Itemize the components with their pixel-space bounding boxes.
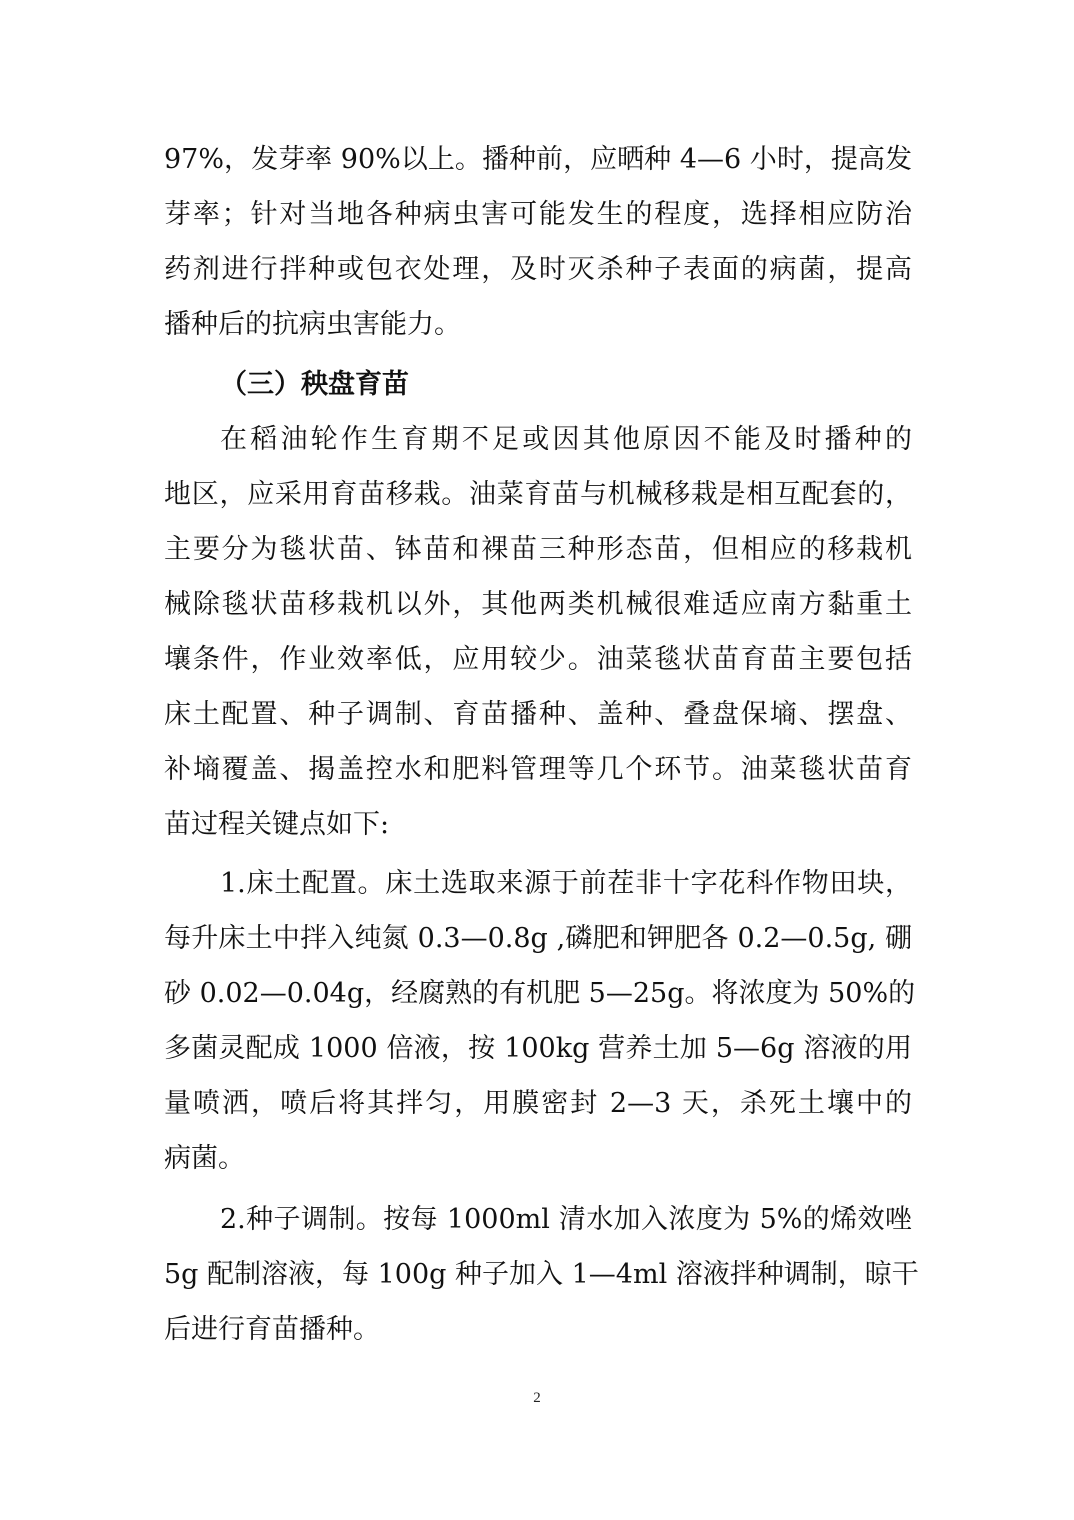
text-line: 2.种子调制。按每 1000ml 清水加入浓度为 5%的烯效唑 (220, 1204, 912, 1235)
text-line: 壤条件，作业效率低，应用较少。油菜毯状苗育苗主要包括 (164, 644, 912, 675)
text-line: 地区，应采用育苗移栽。油菜育苗与机械移栽是相互配套的， (164, 479, 912, 510)
text-line: 量喷洒，喷后将其拌匀，用膜密封 2—3 天，杀死土壤中的 (164, 1088, 912, 1119)
text-line: 每升床土中拌入纯氮 0.3—0.8g ,磷肥和钾肥各 0.2—0.5g, 硼 (164, 923, 912, 954)
text-line: 药剂进行拌种或包衣处理，及时灭杀种子表面的病菌，提高 (164, 254, 912, 285)
text-line: 后进行育苗播种。 (164, 1314, 380, 1345)
text-line: 在稻油轮作生育期不足或因其他原因不能及时播种的 (220, 424, 912, 455)
text-line: 病菌。 (164, 1143, 245, 1174)
text-line: 1.床土配置。床土选取来源于前茬非十字花科作物田块， (220, 868, 912, 899)
text-line: 床土配置、种子调制、育苗播种、盖种、叠盘保墒、摆盘、 (164, 699, 912, 730)
text-line: 97%，发芽率 90%以上。播种前，应晒种 4—6 小时，提高发 (164, 144, 912, 175)
text-line: 播种后的抗病虫害能力。 (164, 309, 461, 340)
text-line: 5g 配制溶液，每 100g 种子加入 1—4ml 溶液拌种调制，晾干 (164, 1259, 919, 1290)
text-line: 苗过程关键点如下: (164, 809, 390, 840)
page-number: 2 (533, 1390, 541, 1406)
text-line: 主要分为毯状苗、钵苗和裸苗三种形态苗，但相应的移栽机 (164, 534, 912, 565)
text-line: 多菌灵配成 1000 倍液，按 100kg 营养土加 5—6g 溶液的用 (164, 1033, 912, 1064)
section-heading: （三）秧盘育苗 (220, 369, 409, 400)
text-line: 砂 0.02—0.04g，经腐熟的有机肥 5—25g。将浓度为 50%的 (164, 978, 916, 1009)
text-line: 械除毯状苗移栽机以外，其他两类机械很难适应南方黏重土 (164, 589, 912, 620)
text-line: 芽率；针对当地各种病虫害可能发生的程度，选择相应防治 (164, 199, 912, 230)
text-line: 补墒覆盖、揭盖控水和肥料管理等几个环节。油菜毯状苗育 (164, 754, 912, 785)
